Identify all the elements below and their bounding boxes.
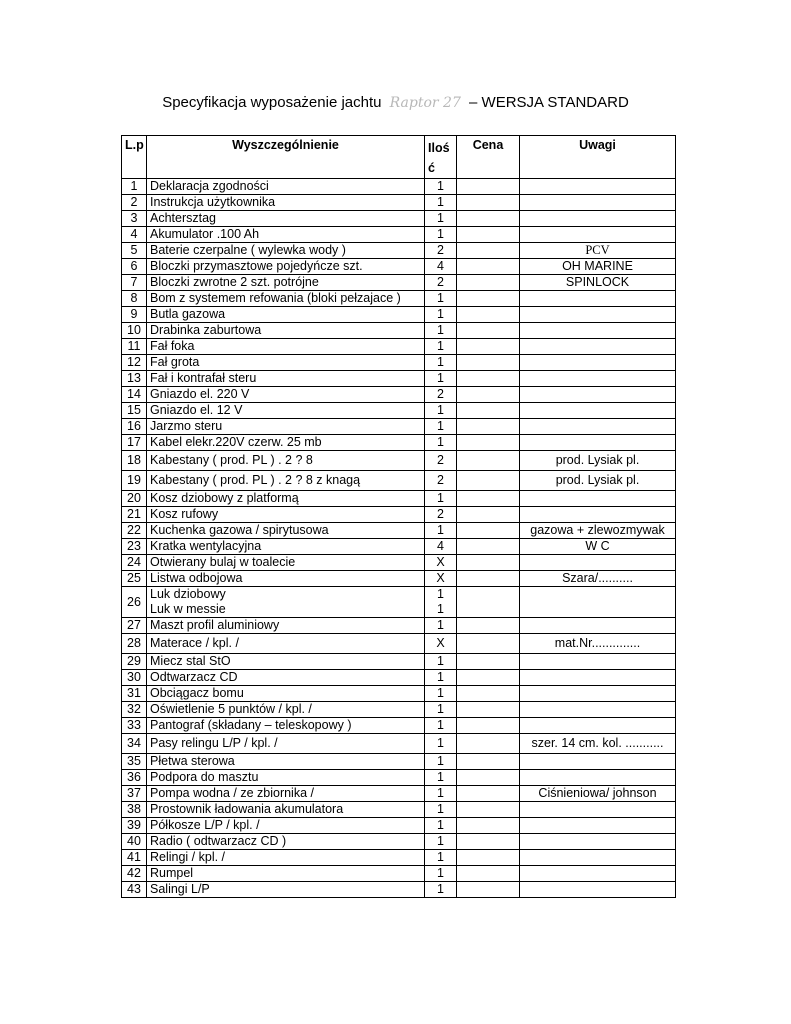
row-quantity: 1 — [425, 670, 457, 686]
row-price — [457, 227, 520, 243]
row-notes — [520, 654, 676, 670]
row-number: 36 — [122, 770, 147, 786]
row-notes — [520, 435, 676, 451]
title-suffix: – WERSJA STANDARD — [469, 94, 629, 111]
row-item: Radio ( odtwarzacz CD ) — [147, 834, 425, 850]
row-price — [457, 491, 520, 507]
specification-table — [121, 135, 676, 898]
row-notes: prod. Lysiak pl. — [520, 451, 676, 471]
row-quantity: 2 — [425, 243, 457, 259]
table-row — [122, 387, 676, 403]
header-price: Cena — [457, 136, 520, 179]
row-item: Baterie czerpalne ( wylewka wody ) — [147, 243, 425, 259]
row-number: 24 — [122, 555, 147, 571]
row-number: 9 — [122, 307, 147, 323]
row-number: 14 — [122, 387, 147, 403]
row-number: 18 — [122, 451, 147, 471]
row-price — [457, 618, 520, 634]
header-lp: L.p — [122, 136, 147, 179]
table-row — [122, 491, 676, 507]
row-price — [457, 587, 520, 618]
row-price — [457, 259, 520, 275]
header-item: Wyszczególnienie — [147, 136, 425, 179]
row-number: 20 — [122, 491, 147, 507]
row-number: 3 — [122, 211, 147, 227]
row-quantity: 4 — [425, 539, 457, 555]
table-row — [122, 523, 676, 539]
row-quantity: 1 — [425, 323, 457, 339]
table-row — [122, 339, 676, 355]
row-price — [457, 571, 520, 587]
row-price — [457, 654, 520, 670]
table-row — [122, 227, 676, 243]
row-number: 7 — [122, 275, 147, 291]
row-notes — [520, 227, 676, 243]
row-quantity: 1 — [425, 786, 457, 802]
table-header-row — [122, 136, 676, 179]
row-quantity: 1 — [425, 802, 457, 818]
row-item: Instrukcja użytkownika — [147, 195, 425, 211]
table-row — [122, 718, 676, 734]
row-price — [457, 555, 520, 571]
table-row — [122, 571, 676, 587]
row-notes — [520, 670, 676, 686]
row-item: Pantograf (składany – teleskopowy ) — [147, 718, 425, 734]
row-notes — [520, 371, 676, 387]
row-notes — [520, 686, 676, 702]
header-qty — [425, 136, 457, 179]
row-price — [457, 754, 520, 770]
row-notes — [520, 195, 676, 211]
row-item: Bom z systemem refowania (bloki pełzajace ) — [147, 291, 425, 307]
row-quantity: X — [425, 571, 457, 587]
row-item: Oświetlenie 5 punktów / kpl. / — [147, 702, 425, 718]
row-number: 43 — [122, 882, 147, 898]
row-quantity: 1 — [425, 686, 457, 702]
row-price — [457, 818, 520, 834]
table-row — [122, 702, 676, 718]
row-notes: SPINLOCK — [520, 275, 676, 291]
row-quantity: 1 — [425, 403, 457, 419]
row-quantity: 1 — [425, 419, 457, 435]
row-number: 37 — [122, 786, 147, 802]
row-price — [457, 866, 520, 882]
row-item: Bloczki przymasztowe pojedyńcze szt. — [147, 259, 425, 275]
row-item: Materace / kpl. / — [147, 634, 425, 654]
row-quantity-line: 1 — [437, 587, 444, 601]
row-item: Butla gazowa — [147, 307, 425, 323]
row-item: Fał i kontrafał steru — [147, 371, 425, 387]
row-item: Obciągacz bomu — [147, 686, 425, 702]
row-number: 8 — [122, 291, 147, 307]
row-price — [457, 275, 520, 291]
row-quantity: 2 — [425, 275, 457, 291]
row-price — [457, 702, 520, 718]
row-number: 29 — [122, 654, 147, 670]
row-number: 22 — [122, 523, 147, 539]
row-quantity: 2 — [425, 451, 457, 471]
row-quantity: 1 — [425, 834, 457, 850]
row-notes — [520, 419, 676, 435]
row-quantity: 1 — [425, 307, 457, 323]
row-item: Achtersztag — [147, 211, 425, 227]
row-notes — [520, 866, 676, 882]
row-item: Akumulator .100 Ah — [147, 227, 425, 243]
row-number: 6 — [122, 259, 147, 275]
row-notes — [520, 702, 676, 718]
row-price — [457, 686, 520, 702]
row-notes — [520, 179, 676, 195]
row-price — [457, 834, 520, 850]
table-row — [122, 355, 676, 371]
row-quantity: 1 — [425, 734, 457, 754]
row-notes — [520, 618, 676, 634]
table-row — [122, 403, 676, 419]
row-number: 30 — [122, 670, 147, 686]
row-notes — [520, 555, 676, 571]
row-item: Kabestany ( prod. PL ) . 2 ? 8 z knagą — [147, 471, 425, 491]
table-row — [122, 587, 676, 618]
row-item: Kosz rufowy — [147, 507, 425, 523]
row-number: 38 — [122, 802, 147, 818]
row-item: Płetwa sterowa — [147, 754, 425, 770]
table-row — [122, 734, 676, 754]
row-number: 4 — [122, 227, 147, 243]
table-row — [122, 834, 676, 850]
row-price — [457, 718, 520, 734]
table-row — [122, 323, 676, 339]
row-quantity: 1 — [425, 227, 457, 243]
row-item: Gniazdo el. 12 V — [147, 403, 425, 419]
row-item: Kabel elekr.220V czerw. 25 mb — [147, 435, 425, 451]
row-notes — [520, 882, 676, 898]
row-item: Kuchenka gazowa / spirytusowa — [147, 523, 425, 539]
row-price — [457, 435, 520, 451]
row-notes: mat.Nr.............. — [520, 634, 676, 654]
table-row — [122, 555, 676, 571]
table-row — [122, 618, 676, 634]
row-quantity: 1 — [425, 718, 457, 734]
table-row — [122, 243, 676, 259]
row-number: 41 — [122, 850, 147, 866]
row-number: 12 — [122, 355, 147, 371]
row-quantity: 1 — [425, 355, 457, 371]
row-notes — [520, 291, 676, 307]
row-number: 1 — [122, 179, 147, 195]
table-row — [122, 307, 676, 323]
row-price — [457, 539, 520, 555]
row-item: Miecz stal StO — [147, 654, 425, 670]
row-notes — [520, 211, 676, 227]
row-number: 21 — [122, 507, 147, 523]
row-price — [457, 734, 520, 754]
table-row — [122, 802, 676, 818]
table-body — [122, 179, 676, 898]
table-row — [122, 866, 676, 882]
row-item: Otwierany bulaj w toalecie — [147, 555, 425, 571]
row-quantity: 1 — [425, 866, 457, 882]
row-quantity: X — [425, 555, 457, 571]
row-quantity: 1 — [425, 850, 457, 866]
table-row — [122, 818, 676, 834]
row-price — [457, 770, 520, 786]
row-notes: Ciśnieniowa/ johnson — [520, 786, 676, 802]
row-number: 19 — [122, 471, 147, 491]
row-notes: szer. 14 cm. kol. ........... — [520, 734, 676, 754]
row-item: Rumpel — [147, 866, 425, 882]
row-quantity: 1 — [425, 195, 457, 211]
table-row — [122, 275, 676, 291]
row-number: 10 — [122, 323, 147, 339]
row-price — [457, 850, 520, 866]
row-item: Listwa odbojowa — [147, 571, 425, 587]
row-quantity: 1 — [425, 211, 457, 227]
table-row — [122, 419, 676, 435]
table-row — [122, 754, 676, 770]
row-price — [457, 339, 520, 355]
row-price — [457, 507, 520, 523]
row-price — [457, 471, 520, 491]
row-number: 31 — [122, 686, 147, 702]
row-price — [457, 786, 520, 802]
row-notes: PCV — [520, 243, 676, 259]
row-notes: prod. Lysiak pl. — [520, 471, 676, 491]
row-item: Kabestany ( prod. PL ) . 2 ? 8 — [147, 451, 425, 471]
title-handwritten-model: Raptor 27 — [389, 95, 461, 111]
table-row — [122, 686, 676, 702]
row-number: 2 — [122, 195, 147, 211]
header-qty-line2: ć — [428, 161, 435, 175]
row-notes — [520, 323, 676, 339]
row-price — [457, 211, 520, 227]
row-item: Deklaracja zgodności — [147, 179, 425, 195]
table-row — [122, 770, 676, 786]
title-prefix: Specyfikacja wyposażenie jachtu — [162, 94, 382, 111]
row-quantity: 4 — [425, 259, 457, 275]
row-notes: OH MARINE — [520, 259, 676, 275]
table-row — [122, 850, 676, 866]
row-price — [457, 634, 520, 654]
table-row — [122, 670, 676, 686]
row-quantity: 1 — [425, 618, 457, 634]
row-quantity: 1 — [425, 291, 457, 307]
row-price — [457, 670, 520, 686]
table-row — [122, 371, 676, 387]
row-quantity: 2 — [425, 471, 457, 491]
row-number: 33 — [122, 718, 147, 734]
row-number: 17 — [122, 435, 147, 451]
row-price — [457, 387, 520, 403]
row-item-line: Luk dziobowy — [150, 587, 226, 601]
row-price — [457, 371, 520, 387]
table-row — [122, 539, 676, 555]
row-price — [457, 355, 520, 371]
row-number: 15 — [122, 403, 147, 419]
row-number: 23 — [122, 539, 147, 555]
row-quantity: 1 — [425, 654, 457, 670]
row-item: Maszt profil aluminiowy — [147, 618, 425, 634]
row-item: Odtwarzacz CD — [147, 670, 425, 686]
row-notes — [520, 834, 676, 850]
table-row — [122, 259, 676, 275]
row-notes — [520, 307, 676, 323]
row-notes — [520, 770, 676, 786]
row-price — [457, 195, 520, 211]
table-row — [122, 211, 676, 227]
row-item-line: Luk w messie — [150, 602, 226, 616]
row-quantity: 1 — [425, 818, 457, 834]
row-notes: W C — [520, 539, 676, 555]
row-item: Jarzmo steru — [147, 419, 425, 435]
table-row — [122, 786, 676, 802]
table-row — [122, 471, 676, 491]
row-item — [147, 587, 425, 618]
row-price — [457, 451, 520, 471]
row-item: Salingi L/P — [147, 882, 425, 898]
row-notes — [520, 587, 676, 618]
row-quantity: 2 — [425, 507, 457, 523]
row-item: Drabinka zaburtowa — [147, 323, 425, 339]
row-notes — [520, 491, 676, 507]
row-quantity: 1 — [425, 339, 457, 355]
table-row — [122, 435, 676, 451]
row-item: Półkosze L/P / kpl. / — [147, 818, 425, 834]
row-number: 11 — [122, 339, 147, 355]
row-price — [457, 802, 520, 818]
row-price — [457, 291, 520, 307]
row-number: 27 — [122, 618, 147, 634]
table-row — [122, 179, 676, 195]
table-row — [122, 507, 676, 523]
row-item: Kosz dziobowy z platformą — [147, 491, 425, 507]
row-quantity: 1 — [425, 882, 457, 898]
row-notes — [520, 339, 676, 355]
row-quantity: 1 — [425, 702, 457, 718]
row-number: 5 — [122, 243, 147, 259]
row-price — [457, 307, 520, 323]
row-notes — [520, 403, 676, 419]
row-number: 34 — [122, 734, 147, 754]
row-quantity: 1 — [425, 435, 457, 451]
row-notes: Szara/.......... — [520, 571, 676, 587]
row-item: Fał foka — [147, 339, 425, 355]
row-notes — [520, 718, 676, 734]
row-quantity — [425, 587, 457, 618]
header-qty-line1: Iloś — [428, 141, 450, 155]
row-item: Fał grota — [147, 355, 425, 371]
row-number: 26 — [122, 587, 147, 618]
table-row — [122, 291, 676, 307]
row-item: Kratka wentylacyjna — [147, 539, 425, 555]
row-notes — [520, 754, 676, 770]
table-row — [122, 634, 676, 654]
row-item: Bloczki zwrotne 2 szt. potrójne — [147, 275, 425, 291]
row-number: 40 — [122, 834, 147, 850]
row-quantity-line: 1 — [437, 602, 444, 616]
row-notes — [520, 802, 676, 818]
table-row — [122, 882, 676, 898]
row-notes — [520, 507, 676, 523]
row-number: 28 — [122, 634, 147, 654]
row-item: Relingi / kpl. / — [147, 850, 425, 866]
row-item: Podpora do masztu — [147, 770, 425, 786]
row-quantity: 1 — [425, 179, 457, 195]
row-quantity: 2 — [425, 387, 457, 403]
row-number: 42 — [122, 866, 147, 882]
row-number: 25 — [122, 571, 147, 587]
row-item: Gniazdo el. 220 V — [147, 387, 425, 403]
row-price — [457, 419, 520, 435]
row-item: Prostownik ładowania akumulatora — [147, 802, 425, 818]
row-notes — [520, 387, 676, 403]
row-notes — [520, 818, 676, 834]
table-row — [122, 195, 676, 211]
row-price — [457, 523, 520, 539]
row-quantity: 1 — [425, 770, 457, 786]
row-item: Pompa wodna / ze zbiornika / — [147, 786, 425, 802]
row-number: 16 — [122, 419, 147, 435]
row-quantity: 1 — [425, 523, 457, 539]
row-notes: gazowa + zlewozmywak — [520, 523, 676, 539]
row-item: Pasy relingu L/P / kpl. / — [147, 734, 425, 754]
row-price — [457, 243, 520, 259]
row-number: 13 — [122, 371, 147, 387]
row-number: 39 — [122, 818, 147, 834]
row-notes — [520, 850, 676, 866]
row-price — [457, 179, 520, 195]
header-notes: Uwagi — [520, 136, 676, 179]
row-price — [457, 403, 520, 419]
row-price — [457, 882, 520, 898]
row-notes — [520, 355, 676, 371]
table-row — [122, 654, 676, 670]
row-quantity: 1 — [425, 371, 457, 387]
row-quantity: 1 — [425, 491, 457, 507]
row-number: 32 — [122, 702, 147, 718]
row-quantity: 1 — [425, 754, 457, 770]
row-quantity: X — [425, 634, 457, 654]
row-price — [457, 323, 520, 339]
row-number: 35 — [122, 754, 147, 770]
document-title — [0, 94, 791, 111]
table-row — [122, 451, 676, 471]
